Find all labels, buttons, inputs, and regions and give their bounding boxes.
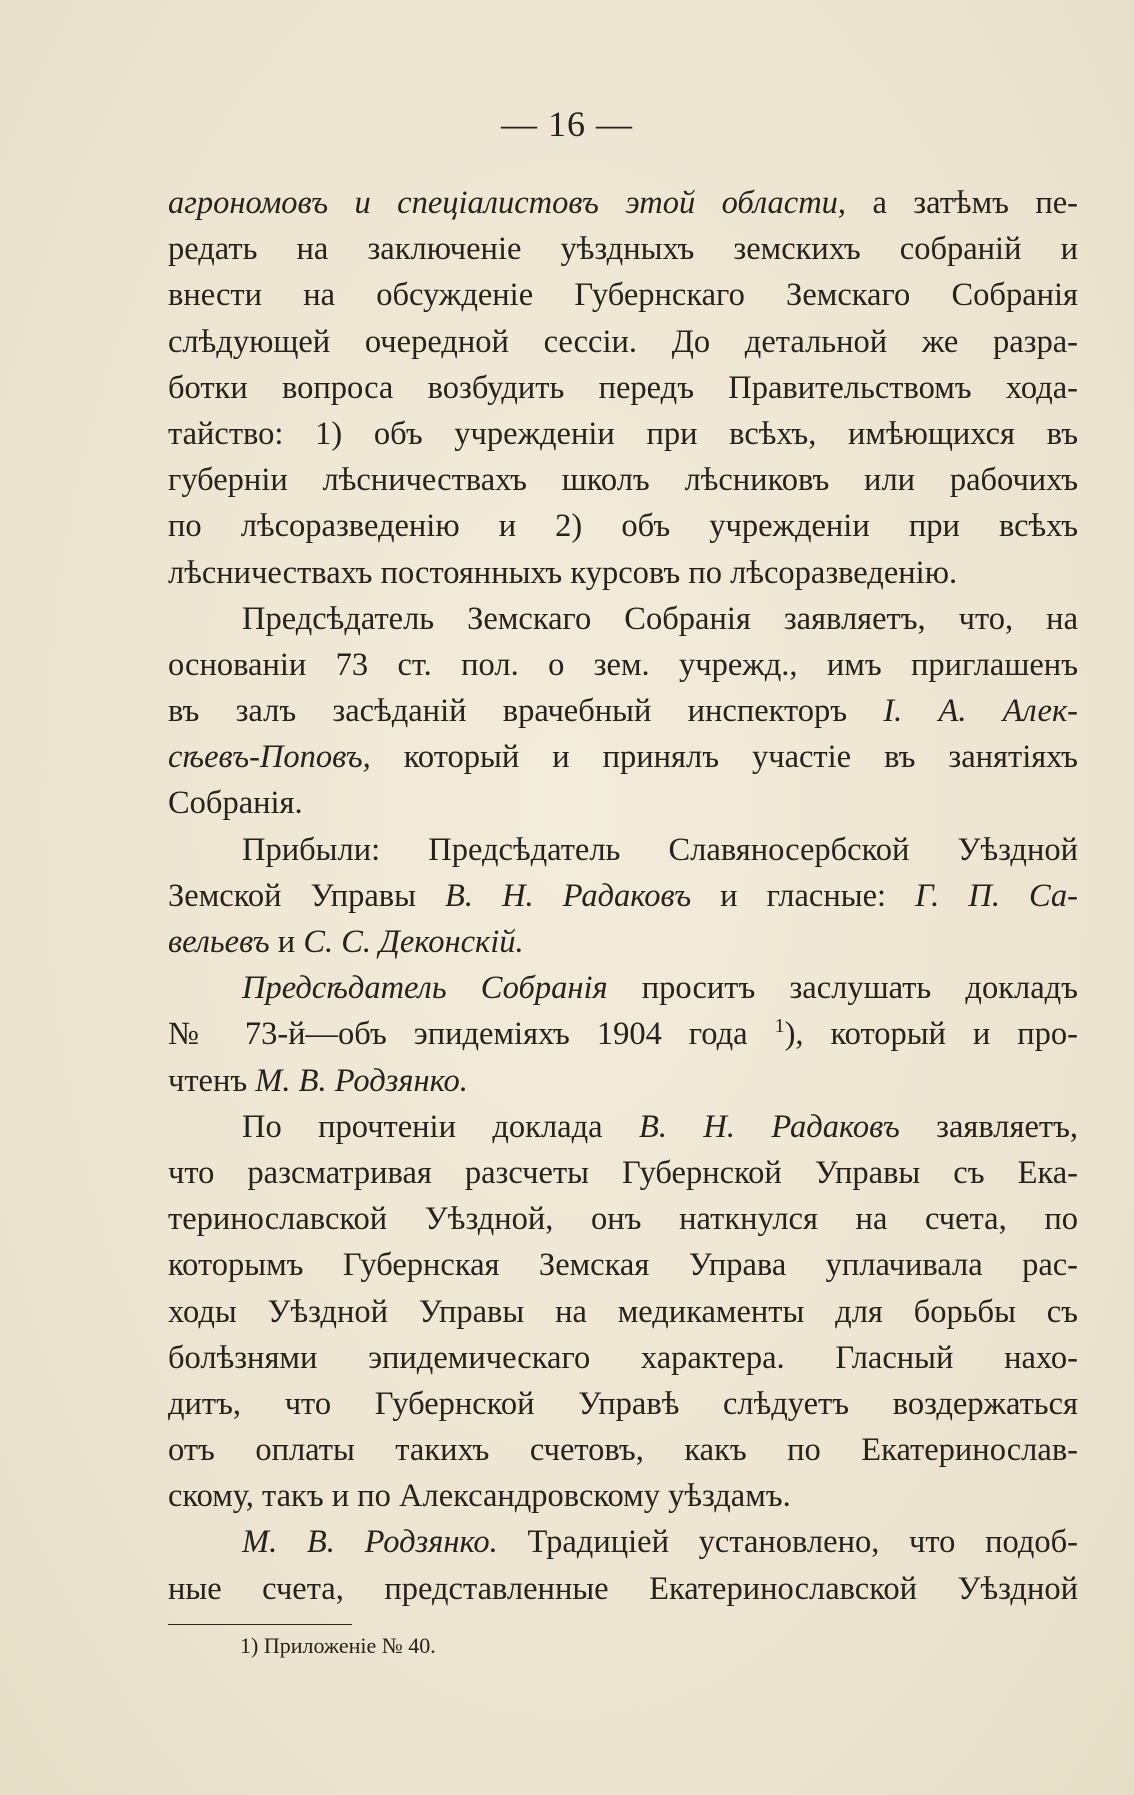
text-line — [168, 1566, 1078, 1612]
text-segment: № 73-й—объ эпидеміяхъ 1904 года — [168, 1016, 775, 1053]
text-segment: губерніи лѣсничествахъ школъ лѣсниковъ или рабочихъ — [168, 462, 1078, 499]
text-line — [168, 319, 1078, 365]
text-line — [168, 1289, 1078, 1335]
text-segment: въ залъ засѣданій врачебный инспекторъ — [168, 693, 884, 730]
text-line — [168, 411, 1078, 457]
text-segment: что разсматривая разсчеты Губернской Управы съ Ека- — [168, 1154, 1078, 1191]
text-line — [168, 457, 1078, 503]
text-segment: болѣзнями эпидемическаго характера. Гласный нахо- — [168, 1339, 1078, 1376]
text-line — [168, 1058, 1078, 1104]
text-line — [168, 1381, 1078, 1427]
text-line — [168, 1150, 1078, 1196]
text-segment: который и принялъ участіе въ занятіяхъ — [370, 739, 1078, 776]
text-segment: по лѣсоразведенію и 2) объ учрежденіи при всѣхъ — [168, 508, 1078, 545]
text-line — [168, 1242, 1078, 1288]
text-segment: дитъ, что Губернской Управѣ слѣдуетъ воздержаться — [168, 1385, 1078, 1422]
text-segment: внести на обсужденіе Губернскаго Земскаго Собранія — [168, 277, 1078, 314]
text-segment: слѣдующей очередной сессіи. До детальной же разра- — [168, 323, 1078, 360]
text-line — [168, 1335, 1078, 1381]
text-segment: Собранія. — [168, 785, 303, 822]
text-line — [168, 919, 1078, 965]
text-line — [168, 180, 1078, 226]
text-segment: и — [269, 924, 304, 960]
text-line — [168, 596, 1078, 642]
italic-name: сѣевъ-Поповъ, — [168, 739, 371, 776]
text-segment: ные счета, представленные Екатеринославской Уѣздной — [168, 1570, 1078, 1607]
text-line — [168, 1104, 1078, 1150]
text-line — [168, 1427, 1078, 1473]
text-segment: ), который и про- — [784, 1016, 1078, 1053]
text-line — [168, 1519, 1078, 1565]
page-number: — 16 — — [501, 104, 633, 144]
text-line — [168, 1011, 1078, 1057]
italic-name: агрономовъ и спеціалистовъ этой области, — [168, 185, 847, 221]
italic-name: М. В. Родзянко. — [255, 1062, 468, 1099]
text-segment: Земской Управы — [168, 877, 446, 914]
italic-name: вельевъ — [168, 924, 270, 960]
italic-name: І. А. Алек- — [883, 693, 1078, 730]
text-line — [168, 734, 1078, 780]
text-line — [168, 503, 1078, 549]
text-segment: скому, такъ и по Александровскому уѣздамъ. — [168, 1478, 791, 1515]
text-segment: отъ оплаты такихъ счетовъ, какъ по Екатеринослав- — [168, 1432, 1078, 1469]
italic-name: М. В. Родзянко. — [242, 1524, 498, 1561]
italic-name: С. С. Деконскій. — [303, 924, 524, 960]
text-segment: основаніи 73 ст. пол. о зем. учрежд., имъ приглашенъ — [168, 646, 1078, 683]
italic-name: Предсѣдатель Собранія — [242, 970, 608, 1007]
text-line — [168, 873, 1078, 919]
text-segment: лѣсничествахъ постоянныхъ курсовъ по лѣсоразведенію. — [168, 554, 958, 591]
text-line — [168, 827, 1078, 873]
text-segment: Прибыли: Предсѣдатель Славяносербской Уѣздной — [242, 831, 1078, 868]
body-text — [168, 180, 1078, 1612]
text-segment: заявляетъ, — [899, 1108, 1079, 1145]
text-segment: проситъ заслушать докладъ — [607, 970, 1078, 1007]
text-segment: Предсѣдатель Земскаго Собранія заявляетъ, что, на — [242, 600, 1078, 637]
text-line — [168, 272, 1078, 318]
text-segment: По прочтеніи доклада — [242, 1108, 639, 1145]
footnote-marker: 1 — [774, 1015, 785, 1038]
italic-name: В. Н. Радаковъ — [445, 877, 692, 914]
text-segment: и гласные: — [691, 877, 916, 914]
text-line — [168, 780, 1078, 826]
text-segment: ходы Уѣздной Управы на медикаменты для борьбы съ — [168, 1293, 1078, 1330]
text-line — [168, 1196, 1078, 1242]
italic-name: Г. П. Са- — [915, 877, 1079, 914]
text-line — [168, 965, 1078, 1011]
text-line — [168, 550, 1078, 596]
text-segment: Традиціей установлено, что подоб- — [497, 1524, 1078, 1561]
text-line — [168, 642, 1078, 688]
text-segment: чтенъ — [168, 1062, 256, 1099]
text-segment: а затѣмъ пе- — [846, 185, 1078, 221]
text-segment: тайство: 1) объ учрежденіи при всѣхъ, имѣющихся въ — [168, 415, 1078, 452]
text-segment: редать на заключеніе уѣздныхъ земскихъ собраній и — [168, 231, 1078, 268]
text-segment: ботки вопроса возбудить передъ Правительствомъ хода- — [168, 369, 1078, 406]
text-line — [168, 365, 1078, 411]
footnote: 1) Приложеніе № 40. — [240, 1633, 436, 1658]
text-segment: которымъ Губернская Земская Управа уплачивала рас- — [168, 1247, 1078, 1284]
text-line — [168, 688, 1078, 734]
footnote-divider — [168, 1624, 352, 1625]
text-line — [168, 226, 1078, 272]
italic-name: В. Н. Радаковъ — [639, 1108, 900, 1145]
text-segment: теринославской Уѣздной, онъ наткнулся на счета, по — [168, 1201, 1078, 1238]
text-line — [168, 1473, 1078, 1519]
